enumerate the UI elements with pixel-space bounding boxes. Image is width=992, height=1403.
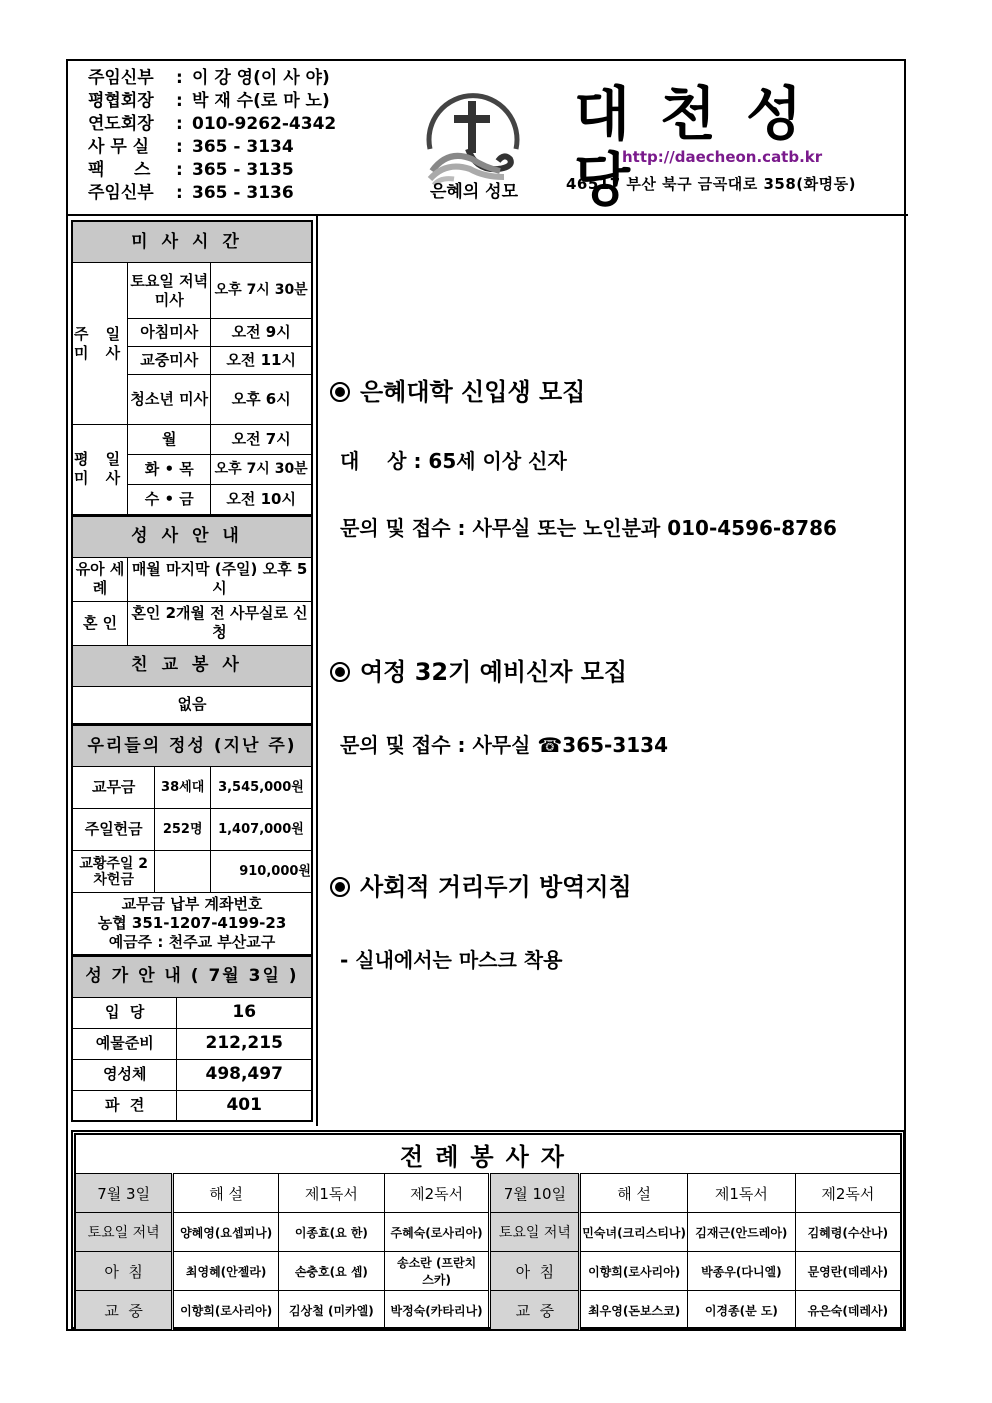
mass-time: 오후 7시 30분	[211, 263, 312, 319]
mass-time: 오전 10시	[211, 485, 312, 515]
mass-time: 오전 11시	[211, 347, 312, 375]
column-divider	[316, 216, 318, 1126]
commentator: 이향희(로사리아)	[580, 1252, 688, 1291]
liturgy-table	[74, 1133, 902, 1331]
mass-name: 청소년 미사	[128, 375, 211, 425]
church-url-link[interactable]: http://daecheon.catb.kr	[622, 148, 823, 166]
hymns-title: 성 가 안 내 ( 7월 3일 )	[72, 956, 312, 997]
radio-bullet-icon	[330, 662, 350, 682]
notice-distancing	[330, 867, 632, 973]
hymn-number: 498,497	[177, 1059, 312, 1090]
contact-row: 평협회장 : 박 재 수(로 마 노)	[88, 91, 330, 111]
reader-2: 박정숙(카타리나)	[384, 1291, 490, 1331]
mass-name: 월	[128, 425, 211, 455]
mass-name: 토요일 저녁미사	[128, 263, 211, 319]
mass-label: 아 침	[75, 1252, 173, 1291]
offering-title: 우리들의 정성 (지난 주)	[72, 726, 312, 767]
mass-time: 오전 7시	[211, 425, 312, 455]
reader-1: 김재근(안드레아)	[688, 1213, 796, 1252]
reader-1: 박종우(다니엘)	[688, 1252, 796, 1291]
sacraments-table	[71, 516, 313, 726]
offering-amount: 910,000원	[210, 851, 312, 893]
col-header: 해 설	[173, 1174, 279, 1213]
mass-name: 수 • 금	[128, 485, 211, 515]
offering-name: 교무금	[72, 767, 155, 809]
church-address: 46517 부산 북구 금곡대로 358(화명동)	[566, 175, 856, 193]
hymn-name: 입 당	[72, 997, 177, 1028]
notice-title: 여정 32기 예비신자 모집	[330, 652, 668, 687]
mass-time: 오후 6시	[211, 375, 312, 425]
mass-label: 토요일 저녁	[75, 1213, 173, 1252]
mass-time: 오후 7시 30분	[211, 455, 312, 485]
visits-title: 친교봉사	[72, 645, 312, 686]
offering-count: 38세대	[155, 767, 211, 809]
notice-title: 은혜대학 신입생 모집	[330, 372, 837, 407]
notice-title: 사회적 거리두기 방역지침	[330, 867, 632, 902]
logo-caption: 은혜의 성모	[429, 182, 519, 202]
radio-bullet-icon	[330, 877, 350, 897]
reader-2: 문영란(데레사)	[795, 1252, 901, 1291]
week-date: 7월 10일	[490, 1174, 580, 1213]
mass-label: 아 침	[490, 1252, 580, 1291]
reader-1: 이경종(분 도)	[688, 1291, 796, 1331]
liturgy-title: 전례봉사자	[75, 1134, 901, 1174]
notice-catechumen	[330, 652, 668, 758]
notice-line: 문의 및 접수 : 사무실 ☎365-3134	[340, 733, 668, 757]
notice-line: 문의 및 접수 : 사무실 또는 노인분과 010-4596-8786	[340, 516, 837, 540]
contact-row: 팩 스 : 365 - 3135	[88, 160, 294, 180]
offering-amount: 3,545,000원	[210, 767, 312, 809]
sacrament-desc: 매월 마지막 (주일) 오후 5시	[128, 557, 312, 601]
account-info: 교무금 납부 계좌번호 농협 351-1207-4199-23 예금주 : 천주교 부산교구	[72, 893, 312, 955]
commentator: 최우영(돈보스코)	[580, 1291, 688, 1331]
sacrament-desc: 혼인 2개월 전 사무실로 신청	[128, 601, 312, 645]
reader-1: 이종효(요 한)	[279, 1213, 385, 1252]
commentator: 양혜영(요셉피나)	[173, 1213, 279, 1252]
col-header: 제2독서	[384, 1174, 490, 1213]
reader-2: 유은숙(데레사)	[795, 1291, 901, 1331]
mass-times-table	[71, 220, 313, 516]
hymns-table	[71, 956, 313, 1123]
reader-2: 송소란 (프란치스카)	[384, 1252, 490, 1291]
reader-1: 김상철 (미카엘)	[279, 1291, 385, 1331]
hymn-name: 파 견	[72, 1090, 177, 1121]
notice-line: 대 상 : 65세 이상 신자	[340, 449, 567, 473]
reader-2: 김혜령(수산나)	[795, 1213, 901, 1252]
mass-name: 교중미사	[128, 347, 211, 375]
commentator: 최영혜(안젤라)	[173, 1252, 279, 1291]
hymn-name: 예물준비	[72, 1028, 177, 1059]
offering-amount: 1,407,000원	[210, 809, 312, 851]
contact-row: 주임신부 : 이 강 영(이 사 야)	[88, 68, 330, 88]
col-header: 제2독서	[795, 1174, 901, 1213]
sacraments-title: 성사안내	[72, 516, 312, 557]
week-date: 7월 3일	[75, 1174, 173, 1213]
col-header: 해 설	[580, 1174, 688, 1213]
hymn-number: 16	[177, 997, 312, 1028]
reader-1: 손충호(요 셉)	[279, 1252, 385, 1291]
mass-label: 교 중	[490, 1291, 580, 1331]
hymn-number: 212,215	[177, 1028, 312, 1059]
sacrament-name: 혼 인	[72, 601, 128, 645]
visits-value: 없음	[72, 686, 312, 724]
sunday-mass-label: 주 일 미 사	[72, 263, 128, 425]
commentator: 민숙녀(크리스티나)	[580, 1213, 688, 1252]
sacrament-name: 유아 세례	[72, 557, 128, 601]
hymn-number: 401	[177, 1090, 312, 1121]
offering-table	[71, 725, 313, 956]
mass-label: 토요일 저녁	[490, 1213, 580, 1252]
hymn-name: 영성체	[72, 1059, 177, 1090]
reader-2: 주혜숙(로사리아)	[384, 1213, 490, 1252]
contact-list	[88, 67, 336, 205]
mass-label: 교 중	[75, 1291, 173, 1331]
radio-bullet-icon	[330, 382, 350, 402]
contact-row: 연도회장 : 010-9262-4342	[88, 114, 337, 134]
offering-count	[155, 851, 211, 893]
left-column	[71, 220, 313, 1122]
offering-count: 252명	[155, 809, 211, 851]
mass-name: 아침미사	[128, 319, 211, 347]
mass-name: 화 • 목	[128, 455, 211, 485]
mass-time: 오전 9시	[211, 319, 312, 347]
contact-row: 사 무 실 : 365 - 3134	[88, 137, 294, 157]
bulletin-header	[66, 59, 908, 216]
notice-line: - 실내에서는 마스크 착용	[340, 948, 563, 972]
contact-row: 주임신부 : 365 - 3136	[88, 183, 294, 203]
notice-grace-university	[330, 372, 837, 541]
commentator: 이향희(로사리아)	[173, 1291, 279, 1331]
offering-name: 주일헌금	[72, 809, 155, 851]
col-header: 제1독서	[688, 1174, 796, 1213]
church-name: 대천성당	[574, 80, 833, 214]
col-header: 제1독서	[279, 1174, 385, 1213]
weekday-mass-label: 평 일 미 사	[72, 425, 128, 515]
offering-name: 교황주일 2차헌금	[72, 851, 155, 893]
mass-times-title: 미사시간	[72, 221, 312, 263]
